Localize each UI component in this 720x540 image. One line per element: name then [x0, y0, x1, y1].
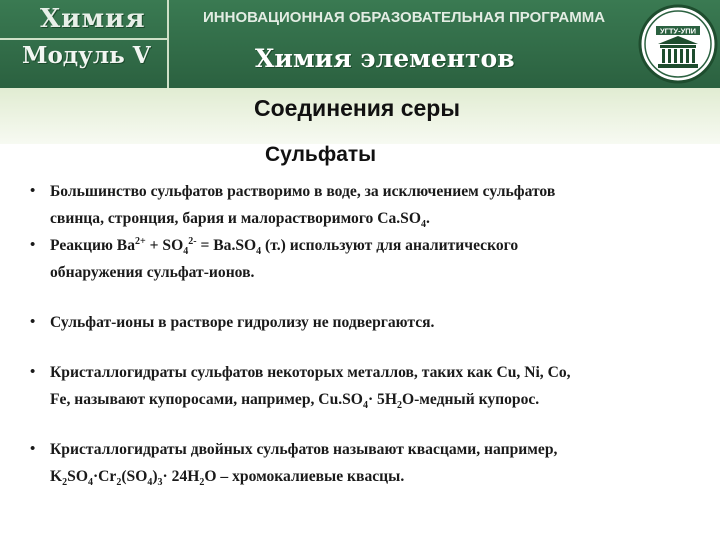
bullet-text: Fe, называют купоросами, например, $Cu.SO_4\cdot$ $5H_2O$-медный купорос.	[50, 391, 540, 412]
bullet-item	[28, 178, 678, 232]
bullet-text: Большинство сульфатов растворимо в воде, за исключением сульфатов	[50, 183, 556, 200]
bullet-dot: •	[30, 237, 36, 253]
slide-title	[0, 95, 720, 122]
bullet-dot: •	[30, 441, 36, 457]
bullet-text: Сульфат-ионы в растворе гидролизу не подвергаются.	[50, 314, 435, 331]
bullet-text: $K_2SO_4\cdot Cr_2(SO_4)_3\cdot 24H_2O$ – хромокалиевые квасцы.	[50, 468, 405, 489]
bullet-text: Реакцию $Ba^{2+} + SO_4^{2-} = Ba.SO_4$ (т.) используют для аналитического	[50, 235, 519, 258]
bullet-list	[28, 178, 678, 490]
bullet-dot: •	[30, 364, 36, 380]
bullet-item	[28, 309, 678, 336]
bullet-text: свинца, стронция, бария и малорастворимого $Ca.SO_4$.	[50, 210, 430, 231]
slide-subtitle: Сульфаты	[265, 143, 377, 166]
bullet-text: обнаружения сульфат-ионов.	[50, 264, 255, 281]
module-label: Модуль V	[22, 42, 151, 69]
slide-title-text: Соединения серы	[254, 95, 460, 121]
bullet-dot: •	[30, 314, 36, 330]
svg-text:УГТУ-УПИ: УГТУ-УПИ	[659, 26, 697, 36]
bullet-item	[28, 436, 678, 490]
bullet-text: Кристаллогидраты двойных сульфатов называют квасцами, например,	[50, 441, 558, 458]
bullet-item	[28, 359, 678, 413]
program-label: ИННОВАЦИОННАЯ ОБРАЗОВАТЕЛЬНАЯ ПРОГРАММА	[203, 9, 606, 26]
course-title: Химия элементов	[255, 44, 515, 73]
subject-label: Химия	[40, 4, 146, 34]
bullet-item	[28, 232, 678, 286]
bullet-dot: •	[30, 183, 36, 199]
header-divider-vertical	[167, 0, 169, 88]
header-divider-horizontal	[0, 38, 168, 40]
university-logo	[636, 2, 720, 86]
bullet-text: Кристаллогидраты сульфатов некоторых металлов, таких как Cu, Ni, Co,	[50, 364, 571, 381]
